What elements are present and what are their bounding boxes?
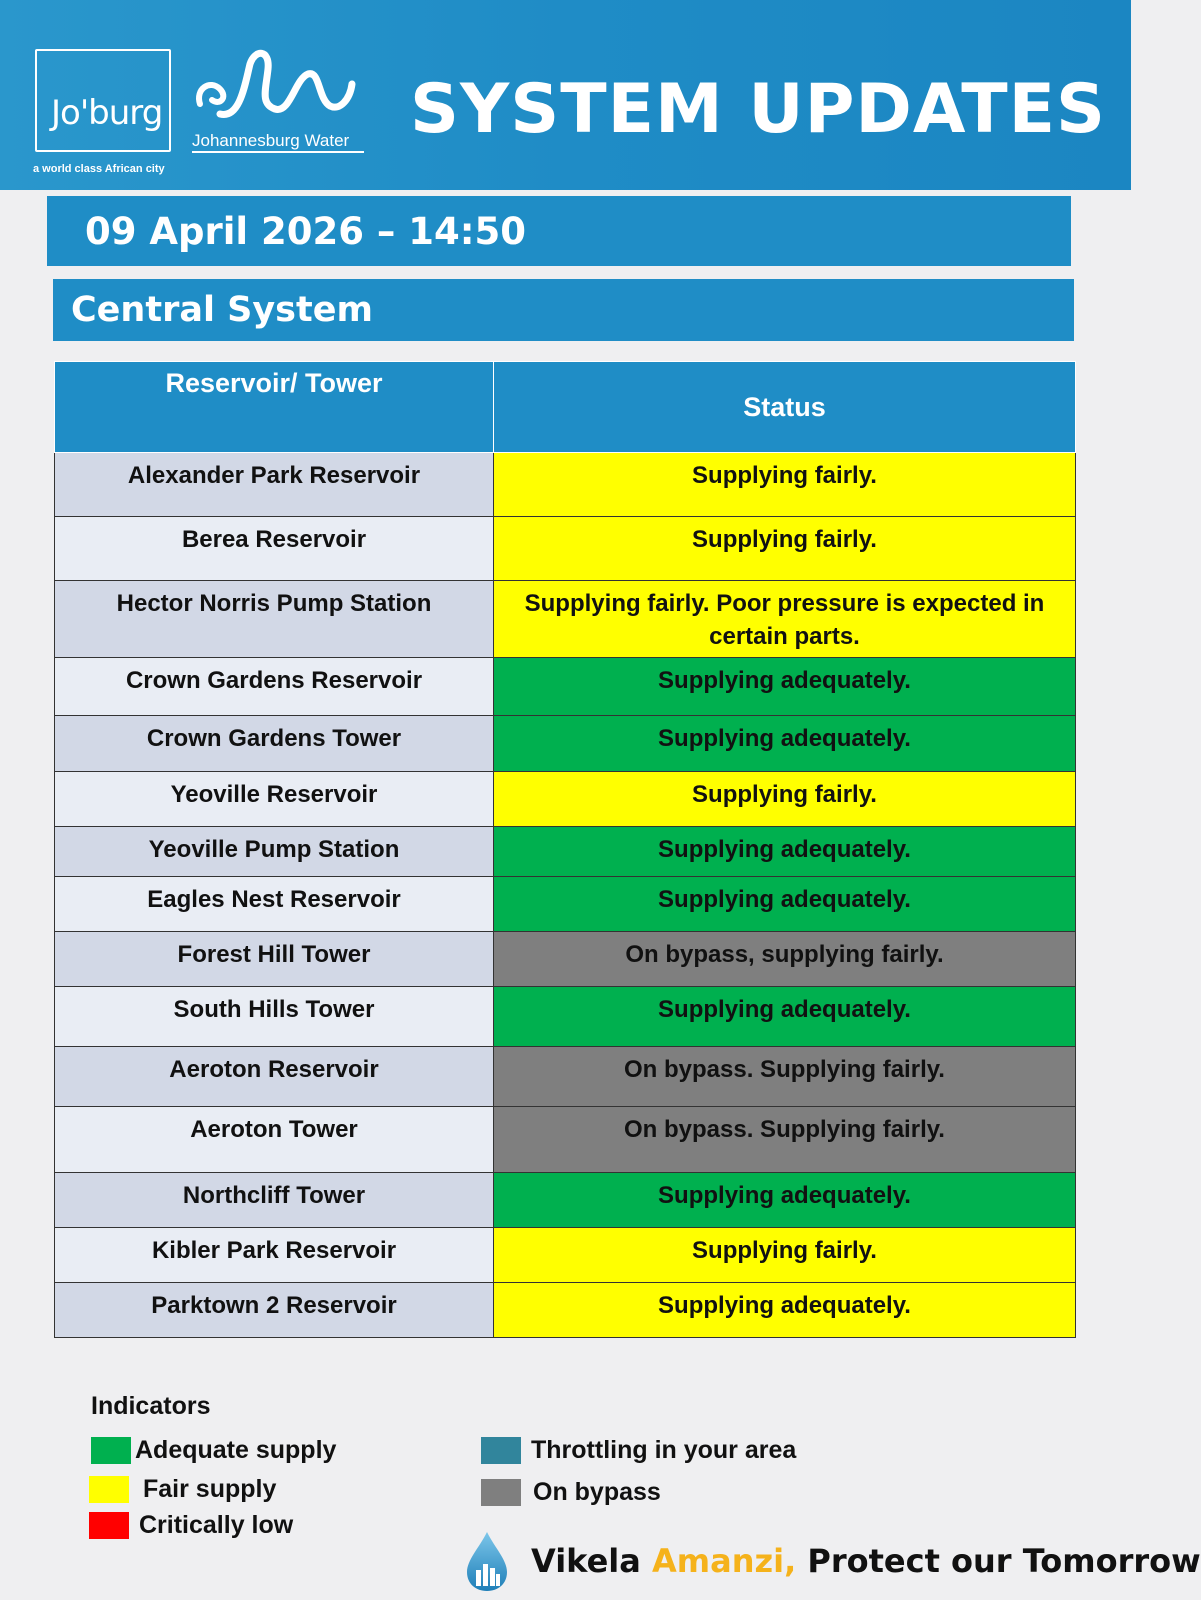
reservoir-name-cell: Forest Hill Tower <box>55 932 494 987</box>
reservoir-name-cell: Yeoville Reservoir <box>55 772 494 827</box>
header-banner <box>0 0 1131 190</box>
reservoir-name-cell: Eagles Nest Reservoir <box>55 877 494 932</box>
reservoir-name-cell: South Hills Tower <box>55 987 494 1047</box>
status-cell: On bypass. Supplying fairly. <box>494 1047 1076 1107</box>
reservoir-name-cell: Yeoville Pump Station <box>55 827 494 877</box>
table-header-row <box>55 362 1076 453</box>
joburg-logo <box>35 49 171 152</box>
reservoir-name-cell: Aeroton Tower <box>55 1107 494 1173</box>
reservoir-name-cell: Hector Norris Pump Station <box>55 581 494 658</box>
table-row <box>55 517 1076 581</box>
status-cell: Supplying adequately. <box>494 877 1076 932</box>
legend-label: Fair supply <box>143 1475 277 1503</box>
table-row <box>55 1047 1076 1107</box>
reservoir-name-cell: Aeroton Reservoir <box>55 1047 494 1107</box>
table-row <box>55 772 1076 827</box>
joburg-logo-text: Jo'burg <box>51 93 163 133</box>
table-row <box>55 716 1076 772</box>
johannesburg-water-name: Johannesburg Water <box>192 131 350 150</box>
column-header-status: Status <box>494 362 1076 453</box>
legend-label: Critically low <box>139 1511 294 1539</box>
table-row <box>55 1228 1076 1283</box>
update-date: 09 April 2026 – 14:50 <box>85 210 527 253</box>
reservoir-name-cell: Parktown 2 Reservoir <box>55 1283 494 1338</box>
status-cell: On bypass, supplying fairly. <box>494 932 1076 987</box>
status-cell: Supplying adequately. <box>494 987 1076 1047</box>
status-cell: Supplying fairly. Poor pressure is expected in certain parts. <box>494 581 1076 658</box>
table-row <box>55 581 1076 658</box>
legend-label: On bypass <box>533 1478 661 1506</box>
table-row <box>55 827 1076 877</box>
status-cell: Supplying adequately. <box>494 1283 1076 1338</box>
legend-swatch-fair <box>89 1476 129 1503</box>
status-cell: Supplying adequately. <box>494 658 1076 716</box>
table-row <box>55 1283 1076 1338</box>
reservoir-name-cell: Berea Reservoir <box>55 517 494 581</box>
table-row <box>55 453 1076 517</box>
system-bar <box>53 279 1074 341</box>
status-cell: Supplying fairly. <box>494 517 1076 581</box>
reservoir-name-cell: Crown Gardens Tower <box>55 716 494 772</box>
logo-underline <box>192 151 364 153</box>
water-drop-icon <box>465 1530 509 1592</box>
legend-label: Adequate supply <box>135 1436 337 1464</box>
reservoir-name-cell: Crown Gardens Reservoir <box>55 658 494 716</box>
joburg-tagline: a world class African city <box>33 163 165 175</box>
status-cell: Supplying adequately. <box>494 1173 1076 1228</box>
legend-label: Throttling in your area <box>531 1436 797 1464</box>
status-cell: Supplying fairly. <box>494 1228 1076 1283</box>
page-title: SYSTEM UPDATES <box>410 70 1107 149</box>
status-cell: Supplying adequately. <box>494 827 1076 877</box>
reservoir-name-cell: Kibler Park Reservoir <box>55 1228 494 1283</box>
slogan <box>465 1528 1201 1594</box>
date-bar <box>47 196 1071 266</box>
slogan-part-1: Vikela <box>531 1542 652 1580</box>
column-header-reservoir: Reservoir/ Tower <box>55 362 494 453</box>
table-row <box>55 1107 1076 1173</box>
status-cell: Supplying adequately. <box>494 716 1076 772</box>
legend-swatch-throttling <box>481 1437 521 1464</box>
status-cell: Supplying fairly. <box>494 453 1076 517</box>
slogan-accent: Amanzi, <box>652 1542 797 1580</box>
legend-swatch-critical <box>89 1512 129 1539</box>
status-cell: On bypass. Supplying fairly. <box>494 1107 1076 1173</box>
table-row <box>55 987 1076 1047</box>
system-name: Central System <box>71 290 373 330</box>
table-row <box>55 877 1076 932</box>
table-row <box>55 658 1076 716</box>
legend-swatch-adequate <box>91 1437 131 1464</box>
table-row <box>55 1173 1076 1228</box>
indicators-title: Indicators <box>91 1392 211 1420</box>
status-cell: Supplying fairly. <box>494 772 1076 827</box>
legend-swatch-bypass <box>481 1479 521 1506</box>
table-row <box>55 932 1076 987</box>
status-table <box>54 361 1076 1338</box>
slogan-part-3: Protect our Tomorrow <box>796 1542 1201 1580</box>
reservoir-name-cell: Northcliff Tower <box>55 1173 494 1228</box>
slogan-text <box>531 1542 1201 1580</box>
reservoir-name-cell: Alexander Park Reservoir <box>55 453 494 517</box>
